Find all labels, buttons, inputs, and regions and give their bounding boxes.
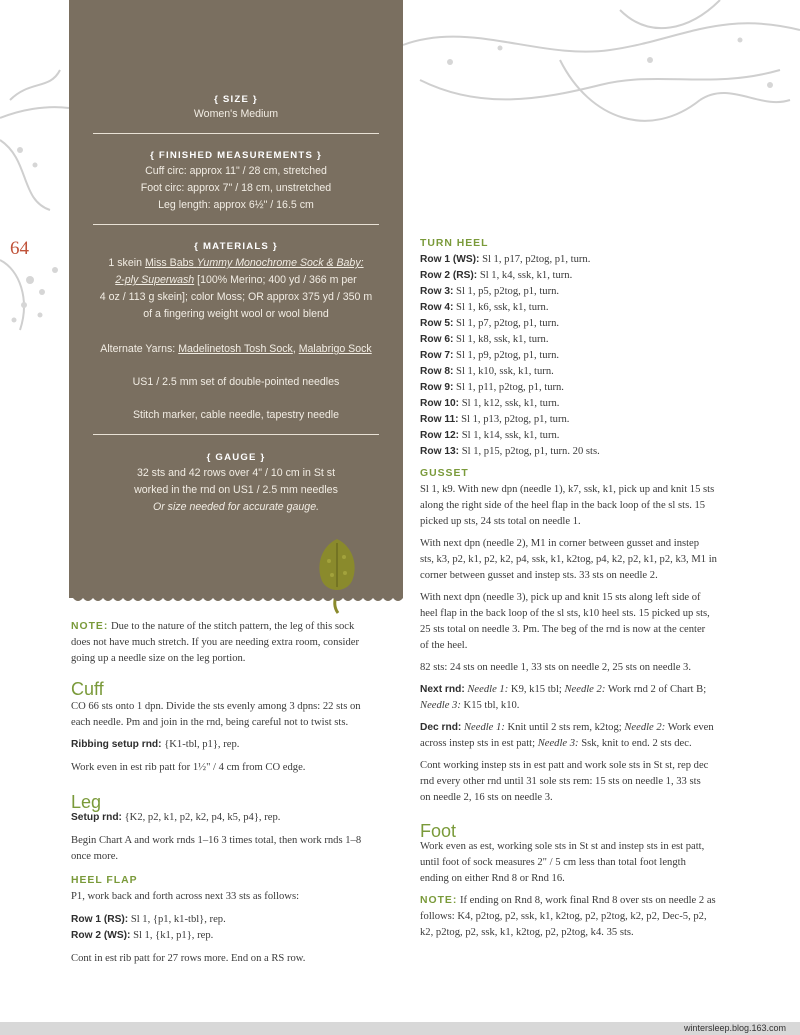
turn-heel-row: Row 11: Sl 1, p13, p2tog, p1, turn.	[420, 414, 570, 425]
turn-heel-row: Row 8: Sl 1, k10, ssk, k1, turn.	[420, 366, 554, 377]
note-line-3: going up a needle size on the leg portion.	[71, 653, 246, 664]
cuff-p3: Work even in est rib patt for 1½" / 4 cm from CO edge.	[71, 762, 306, 773]
size-heading: { SIZE }	[214, 94, 258, 105]
turn-heel-row: Row 7: Sl 1, p9, p2tog, p1, turn.	[420, 350, 560, 361]
gauge-line-3: Or size needed for accurate gauge.	[152, 501, 320, 513]
cuff-p1a: CO 66 sts onto 1 dpn. Divide the sts evenly among 3 dpns: 22 sts on	[71, 701, 361, 712]
gauge-line-1: 32 sts and 42 rows over 4" / 10 cm in St st	[136, 467, 336, 479]
alternate-yarns: Alternate Yarns: Madelinetosh Tosh Sock, Malabrigo Sock	[100, 343, 372, 355]
dec-rnd: Dec rnd: Needle 1: Knit until 2 sts rem, k2tog; Needle 2: Work even	[420, 722, 714, 733]
note-paragraph: NOTE: Due to the nature of the stitch pattern, the leg of this sock	[71, 621, 355, 632]
turn-heel-row: Row 6: Sl 1, k8, ssk, k1, turn.	[420, 334, 549, 345]
cuff-circ: Cuff circ: approx 11" / 28 cm, stretched	[145, 165, 327, 177]
heel-flap-p3: Cont in est rib patt for 27 rows more. End on a RS row.	[71, 953, 306, 964]
next-rnd-cont: Needle 3: K15 tbl, k10.	[420, 700, 520, 711]
gusset-heading: GUSSET	[420, 468, 469, 479]
turn-heel-heading: TURN HEEL	[420, 238, 489, 249]
gusset-p7-line: rnd every other rnd until 31 sole sts rem: 15 sts on needle 1, 33 sts	[420, 776, 701, 787]
gusset-p1-line: picked up sts, 24 sts total on needle 1.	[420, 516, 581, 527]
gusset-p3-line: of the heel.	[420, 640, 468, 651]
turn-heel-rows	[420, 252, 790, 460]
notions: Stitch marker, cable needle, tapestry needle	[132, 409, 340, 421]
heel-flap-heading: HEEL FLAP	[71, 875, 138, 886]
foot-p1-line: ending on either Rnd 8 or Rnd 16.	[420, 873, 565, 884]
cuff-p1b: each needle. Pm and join in the rnd, being careful not to twist sts.	[71, 717, 349, 728]
gusset-p2-line: corner between gusset and instep sts. 33 sts on needle 2.	[420, 570, 658, 581]
materials-line-4: of a fingering weight wool or wool blend	[143, 308, 329, 320]
pattern-specs-panel	[69, 0, 403, 598]
footer-bar	[0, 1022, 800, 1035]
foot-note-line-2: follows: K4, p2tog, p2, ssk, k1, k2tog, p2, p2tog, k2, p2, Dec-5, p2,	[420, 911, 707, 922]
gusset-p2-line: sts, k3, p2, k1, p2, k2, p4, ssk, k1, k2tog, p4, k2, p2, k1, p2, k3, M1 in	[420, 554, 717, 565]
foot-note: NOTE: If ending on Rnd 8, work final Rnd 8 over sts on needle 2 as	[420, 895, 716, 906]
turn-heel-row: Row 9: Sl 1, p11, p2tog, p1, turn.	[420, 382, 564, 393]
leg-p2b: once more.	[71, 851, 119, 862]
gusset-p4: 82 sts: 24 sts on needle 1, 33 sts on needle 2, 25 sts on needle 3.	[420, 662, 691, 673]
note-line-2: does not have much stretch. If you are needing extra room, consider	[71, 637, 359, 648]
turn-heel-row: Row 12: Sl 1, k14, ssk, k1, turn.	[420, 430, 560, 441]
gusset-p1-line: along the right side of the heel flap in the back loop of the sl sts. 15	[420, 500, 706, 511]
gusset-p3-line: 25 sts total on needle 3. Pm. The beg of the rnd is now at the center	[420, 624, 706, 635]
materials-heading: { MATERIALS }	[194, 241, 278, 252]
alt-yarn-link-1[interactable]: Madelinetosh Tosh Sock	[178, 343, 293, 355]
right-column	[420, 236, 790, 941]
leg-p2a: Begin Chart A and work rnds 1–16 3 times total, then work rnds 1–8	[71, 835, 362, 846]
foot-note-line-3: k2, p2tog, p2, ssk, k1, k2tog, p2, p2tog, k4. 35 sts.	[420, 927, 634, 938]
yarn-link[interactable]: Miss Babs Yummy Monochrome Sock & Baby:	[144, 257, 364, 269]
materials-line-3: 4 oz / 113 g skein]; color Moss; OR approx 375 yd / 350 m	[99, 291, 373, 303]
turn-heel-row: Row 2 (RS): Sl 1, k4, ssk, k1, turn.	[420, 270, 573, 281]
turn-heel-row: Row 1 (WS): Sl 1, p17, p2tog, p1, turn.	[420, 254, 591, 265]
turn-heel-row: Row 13: Sl 1, p15, p2tog, p1, turn. 20 sts.	[420, 446, 600, 457]
leg-length: Leg length: approx 6½" / 16.5 cm	[158, 199, 314, 211]
divider	[93, 224, 379, 225]
needles: US1 / 2.5 mm set of double-pointed needles	[132, 376, 340, 388]
gusset-p3-line: heel flap in the back loop of the sl sts, k10 heel sts. 15 picked up sts,	[420, 608, 710, 619]
left-column	[71, 619, 401, 967]
finished-measurements-heading: { FINISHED MEASUREMENTS }	[150, 150, 322, 161]
yarn-link-cont[interactable]: 2-ply Superwash	[115, 274, 195, 286]
gauge-line-2: worked in the rnd on US1 / 2.5 mm needles	[134, 484, 338, 496]
foot-heading: Foot	[420, 821, 457, 841]
materials-line-1: 1 skein Miss Babs Yummy Monochrome Sock & Baby:	[108, 257, 364, 269]
turn-heel-row: Row 10: Sl 1, k12, ssk, k1, turn.	[420, 398, 560, 409]
heel-flap-row-1: Row 1 (RS): Sl 1, {p1, k1-tbl}, rep.	[71, 914, 226, 925]
foot-p1-line: until foot of sock measures 2" / 5 cm less than total foot length	[420, 857, 686, 868]
ribbing-setup: Ribbing setup rnd: {K1-tbl, p1}, rep.	[71, 739, 240, 750]
gauge-heading: { GAUGE }	[206, 452, 266, 463]
turn-heel-row: Row 5: Sl 1, p7, p2tog, p1, turn.	[420, 318, 560, 329]
gusset-p1-line: Sl 1, k9. With new dpn (needle 1), k7, ssk, k1, pick up and knit 15 sts	[420, 484, 715, 495]
alt-yarn-link-2[interactable]: Malabrigo Sock	[298, 343, 372, 355]
next-rnd: Next rnd: Needle 1: K9, k15 tbl; Needle 2: Work rnd 2 of Chart B;	[420, 684, 707, 695]
divider	[93, 133, 379, 134]
footer-watermark: wintersleep.blog.163.com	[683, 1023, 786, 1033]
gusset-p7-line: Cont working instep sts in est patt and work sole sts in St st, rep dec	[420, 760, 709, 771]
page-number: 64	[10, 238, 29, 259]
panel-scalloped-edge	[69, 590, 403, 606]
divider	[93, 434, 379, 435]
setup-rnd: Setup rnd: {K2, p2, k1, p2, k2, p4, k5, p4}, rep.	[71, 812, 281, 823]
dec-rnd-cont: across instep sts in est patt; Needle 3: Ssk, knit to end. 2 sts dec.	[420, 738, 692, 749]
cuff-heading: Cuff	[71, 679, 104, 699]
foot-p1-line: Work even as est, working sole sts in St st and instep sts in est patt,	[420, 841, 705, 852]
size-value: Women's Medium	[193, 108, 279, 120]
turn-heel-row: Row 3: Sl 1, p5, p2tog, p1, turn.	[420, 286, 560, 297]
foot-circ: Foot circ: approx 7" / 18 cm, unstretched	[140, 182, 332, 194]
gusset-p7-line: on needle 2, 16 sts on needle 3.	[420, 792, 553, 803]
leg-heading: Leg	[71, 792, 102, 812]
materials-line-2: 2-ply Superwash [100% Merino; 400 yd / 366 m per	[115, 274, 357, 286]
heel-flap-row-2: Row 2 (WS): Sl 1, {k1, p1}, rep.	[71, 930, 214, 941]
gusset-p3-line: With next dpn (needle 3), pick up and knit 15 sts along left side of	[420, 592, 701, 603]
gusset-p2-line: With next dpn (needle 2), M1 in corner between gusset and instep	[420, 538, 700, 549]
heel-flap-p1: P1, work back and forth across next 33 sts as follows:	[71, 891, 300, 902]
turn-heel-row: Row 4: Sl 1, k6, ssk, k1, turn.	[420, 302, 549, 313]
